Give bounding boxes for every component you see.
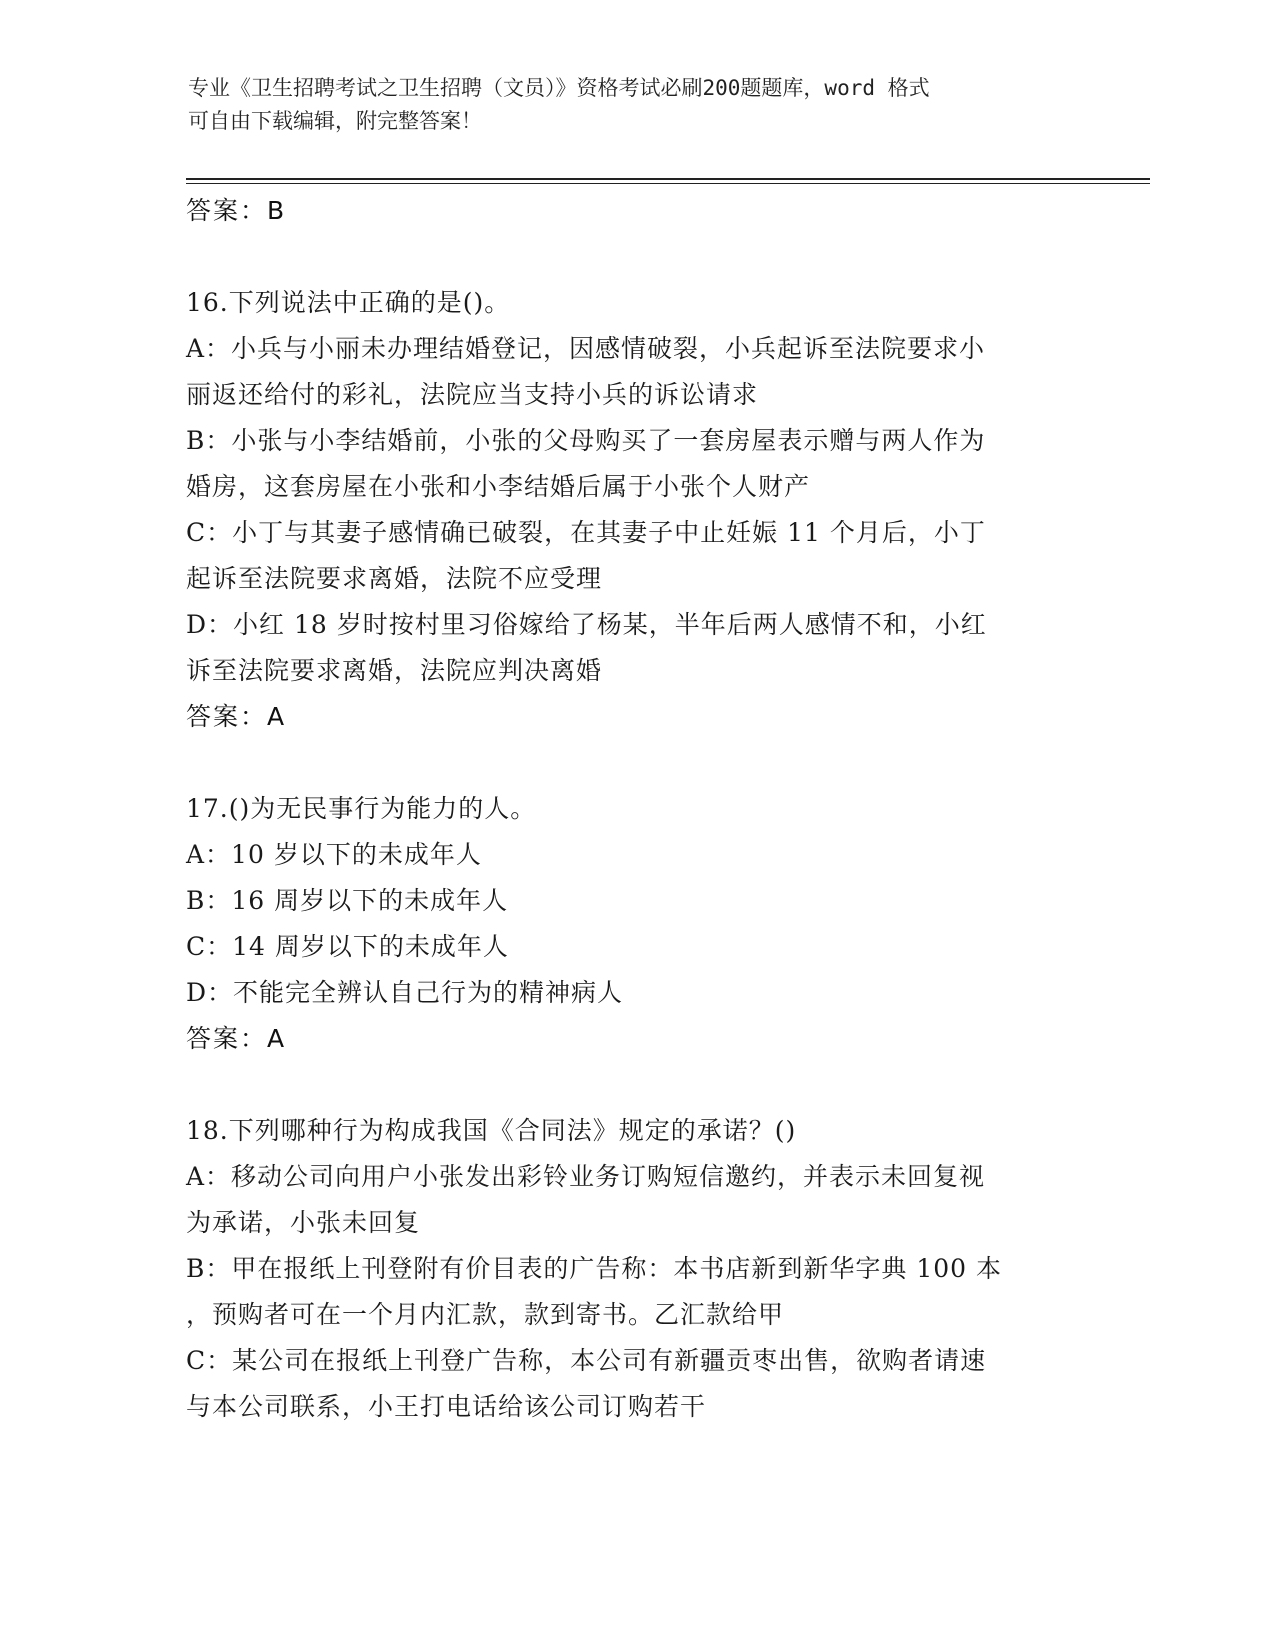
spacer xyxy=(186,1062,1086,1108)
header-line-1: 专业《卫生招聘考试之卫生招聘（文员）》资格考试必刷200题题库，word 格式 xyxy=(188,76,930,100)
prev-answer: 答案：B xyxy=(186,196,287,225)
option-c-cont: 起诉至法院要求离婚，法院不应受理 xyxy=(186,564,603,593)
option-a: A：小兵与小丽未办理结婚登记，因感情破裂，小兵起诉至法院要求小 xyxy=(186,334,986,363)
option-a: A：移动公司向用户小张发出彩铃业务订购短信邀约，并表示未回复视 xyxy=(186,1162,986,1191)
question-18 xyxy=(186,1108,1086,1430)
question-16 xyxy=(186,280,1086,740)
option-a-cont: 丽返还给付的彩礼，法院应当支持小兵的诉讼请求 xyxy=(186,380,759,409)
option-b: B：小张与小李结婚前，小张的父母购买了一套房屋表示赠与两人作为 xyxy=(186,426,986,455)
question-stem: 18.下列哪种行为构成我国《合同法》规定的承诺？() xyxy=(186,1116,797,1145)
option-a-cont: 为承诺，小张未回复 xyxy=(186,1208,421,1237)
option-b-cont: 婚房，这套房屋在小张和小李结婚后属于小张个人财产 xyxy=(186,472,811,501)
spacer xyxy=(186,740,1086,786)
answer: 答案：A xyxy=(186,1024,287,1053)
document-body xyxy=(186,188,1086,1430)
header-line-2: 可自由下载编辑，附完整答案！ xyxy=(188,109,482,133)
header-rule-thick xyxy=(186,178,1150,180)
question-stem: 16.下列说法中正确的是()。 xyxy=(186,288,511,317)
option-c: C：小丁与其妻子感情确已破裂，在其妻子中止妊娠 11 个月后，小丁 xyxy=(186,518,986,547)
spacer xyxy=(186,234,1086,280)
option-c-cont: 与本公司联系，小王打电话给该公司订购若干 xyxy=(186,1392,707,1421)
option-d: D：小红 18 岁时按村里习俗嫁给了杨某，半年后两人感情不和，小红 xyxy=(186,610,987,639)
option-d: D：不能完全辨认自己行为的精神病人 xyxy=(186,978,624,1007)
question-stem: 17.()为无民事行为能力的人。 xyxy=(186,794,537,823)
question-17 xyxy=(186,786,1086,1062)
option-d-cont: 诉至法院要求离婚，法院应判决离婚 xyxy=(186,656,603,685)
option-b: B：16 周岁以下的未成年人 xyxy=(186,886,509,915)
option-b-cont: ，预购者可在一个月内汇款，款到寄书。乙汇款给甲 xyxy=(186,1300,785,1329)
answer: 答案：A xyxy=(186,702,287,731)
option-c: C：某公司在报纸上刊登广告称，本公司有新疆贡枣出售，欲购者请速 xyxy=(186,1346,987,1375)
header-rule-thin xyxy=(186,183,1150,184)
option-b: B：甲在报纸上刊登附有价目表的广告称：本书店新到新华字典 100 本 xyxy=(186,1254,1002,1283)
option-a: A：10 岁以下的未成年人 xyxy=(186,840,482,869)
option-c: C：14 周岁以下的未成年人 xyxy=(186,932,509,961)
document-header xyxy=(188,72,1088,138)
